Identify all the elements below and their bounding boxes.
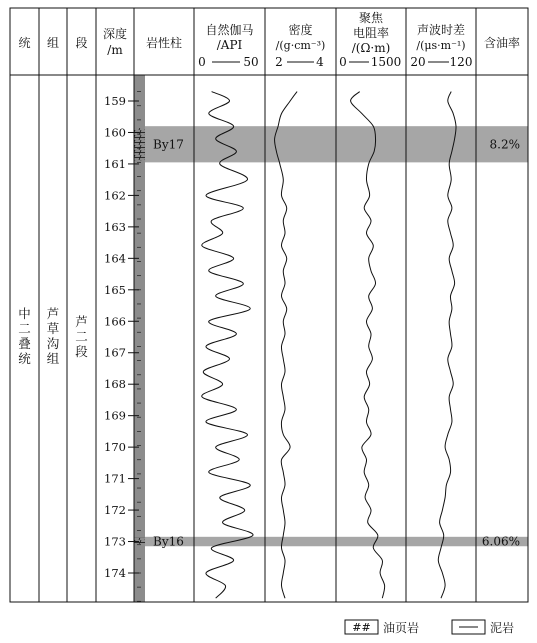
- oil-zones: [134, 126, 528, 546]
- strat-formation: 芦草沟组: [46, 306, 60, 366]
- legend-oil-shale-symbol: ##: [352, 621, 371, 634]
- header-gr-max: 50: [243, 55, 259, 69]
- column-headers: [18, 10, 520, 69]
- depth-label-160: 160: [104, 125, 126, 140]
- gamma-ray-curve: [202, 92, 253, 599]
- legend: [345, 620, 514, 635]
- header-member: 段: [75, 36, 88, 50]
- header-lithology: 岩性柱: [145, 36, 183, 50]
- header-ac-2: /(μs·m⁻¹): [416, 39, 466, 52]
- header-den-2: /(g·cm⁻³): [275, 39, 326, 52]
- strat-system: 中二叠统: [18, 306, 31, 366]
- table-frame: [10, 8, 528, 602]
- header-res-3: /(Ω·m): [351, 41, 391, 55]
- header-gr-2: /API: [216, 38, 243, 52]
- depth-label-165: 165: [104, 282, 126, 297]
- depth-label-162: 162: [104, 188, 126, 203]
- zone-band-by17: [134, 126, 528, 162]
- lithology-oil-shale-interval-2: [134, 538, 145, 544]
- acoustic-curve: [438, 92, 456, 599]
- depth-label-163: 163: [104, 219, 126, 234]
- legend-mudstone-label: 泥岩: [490, 621, 515, 635]
- oil-content-by17: 8.2%: [489, 137, 520, 152]
- header-gr-1: 自然伽马: [205, 23, 254, 37]
- depth-label-161: 161: [104, 156, 126, 171]
- zone-band-by16: [134, 537, 528, 546]
- depth-label-167: 167: [104, 345, 126, 360]
- header-formation: 组: [46, 36, 60, 50]
- depth-label-159: 159: [104, 94, 126, 108]
- density-curve: [275, 92, 298, 599]
- depth-label-168: 168: [104, 377, 126, 392]
- oil-content-by16: 6.06%: [481, 534, 520, 549]
- header-oil: 含油率: [483, 36, 521, 50]
- strat-member: 芦二段: [75, 314, 88, 359]
- header-ac-max: 120: [449, 55, 473, 69]
- header-den-1: 密度: [288, 23, 313, 37]
- header-den-min: 2: [275, 55, 283, 69]
- depth-label-173: 173: [104, 534, 126, 549]
- zone-label-by17: By17: [153, 137, 184, 152]
- lithology-oil-shale-interval: [134, 128, 145, 160]
- header-res-max: 1500: [370, 55, 402, 69]
- depth-label-174: 174: [104, 566, 126, 580]
- header-system: 统: [18, 36, 31, 50]
- header-depth-1: 深度: [102, 27, 128, 41]
- header-gr-min: 0: [198, 55, 206, 69]
- header-den-max: 4: [316, 55, 324, 69]
- header-res-1: 聚焦: [358, 11, 384, 25]
- depth-label-171: 171: [104, 471, 126, 486]
- legend-oil-shale-label: 油页岩: [383, 621, 420, 635]
- depth-label-170: 170: [104, 440, 126, 455]
- resistivity-curve: [351, 92, 385, 599]
- header-res-2: 电阻率: [352, 26, 390, 40]
- depth-label-172: 172: [104, 503, 126, 518]
- header-ac-min: 20: [410, 55, 426, 69]
- depth-label-164: 164: [104, 251, 126, 266]
- zone-label-by16: By16: [153, 534, 184, 549]
- header-depth-2: /m: [107, 43, 123, 57]
- log-curves: [202, 92, 456, 599]
- depth-label-169: 169: [104, 408, 126, 423]
- header-res-min: 0: [339, 55, 347, 69]
- depth-label-166: 166: [104, 314, 126, 329]
- header-ac-1: 声波时差: [416, 23, 466, 37]
